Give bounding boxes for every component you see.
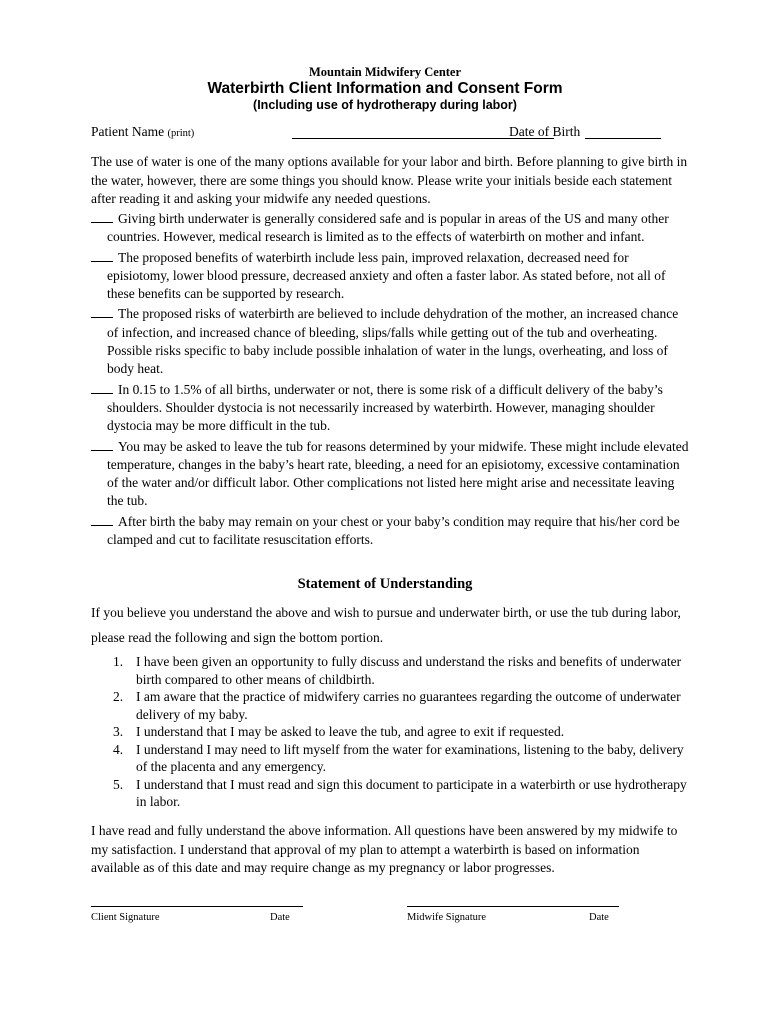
- intro-paragraph: The use of water is one of the many options available for your labor and birth. Before planning to give birth in the water, however, there are some things you should know. Please write your initials beside each statement after reading it and asking your midwife any needed questions.: [91, 154, 688, 206]
- initials-field[interactable]: [91, 317, 113, 318]
- midwife-signature-field[interactable]: [407, 906, 619, 907]
- statement-item: You may be asked to leave the tub for reasons determined by your midwife. These might include elevated temperature, changes in the baby’s heart rate, bleeding, a need for an episiotomy, excessive contamination of the water and/or difficult labor. Other complications not listed here might arise and necessitate leaving the tub.: [91, 438, 691, 511]
- patient-name-label: Patient Name (print): [91, 124, 195, 139]
- understanding-item: 3. I understand that I may be asked to leave the tub, and agree to exit if requested.: [113, 724, 565, 739]
- understanding-intro: If you believe you understand the above and wish to pursue and underwater birth, or use the tub during labor, please read the following and sign the bottom portion.: [91, 605, 681, 645]
- understanding-heading: Statement of Understanding: [297, 576, 473, 592]
- date-of-birth-label: Date of Birth: [509, 124, 581, 139]
- client-date-label: Date: [270, 912, 290, 923]
- statement-item: The proposed risks of waterbirth are believed to include dehydration of the mother, an increased chance of infection, and increased chance of bleeding, slips/falls while getting out of the tub and overheating. Possible risks specific to baby include possible inhalation of water in the lungs, overheating, and loss of body heat.: [91, 305, 691, 378]
- closing-paragraph: I have read and fully understand the above information. All questions have been answered by my midwife to my satisfaction. I understand that approval of my plan to attempt a waterbirth is based on information available as of this date and may require change as my pregnancy or labor progresses.: [91, 823, 678, 875]
- form-title: Waterbirth Client Information and Consent Form: [207, 80, 563, 97]
- form-subtitle: (Including use of hydrotherapy during labor): [253, 98, 517, 112]
- understanding-list: [91, 653, 691, 811]
- midwife-signature-label: Midwife Signature: [407, 912, 487, 923]
- statement-item: Giving birth underwater is generally considered safe and is popular in areas of the US and many other countries. However, medical research is limited as to the effects of waterbirth on mother and infant.: [91, 210, 691, 247]
- statement-item: The proposed benefits of waterbirth include less pain, improved relaxation, decreased need for episiotomy, lower blood pressure, decreased anxiety and often a faster labor. As stated before, not all of these benefits can be supported by research.: [91, 249, 691, 304]
- understanding-item: 1. I have been given an opportunity to fully discuss and understand the risks and benefits of underwater birth compared to other means of childbirth.: [113, 654, 682, 687]
- initials-field[interactable]: [91, 222, 113, 223]
- understanding-item: 4. I understand I may need to lift myself from the water for examinations, listening to the baby, delivery of the placenta and any emergency.: [113, 741, 684, 774]
- initials-field[interactable]: [91, 525, 113, 526]
- statement-item: After birth the baby may remain on your chest or your baby’s condition may require that his/her cord be clamped and cut to facilitate resuscitation efforts.: [91, 513, 691, 550]
- initials-field[interactable]: [91, 393, 113, 394]
- midwife-date-label: Date: [589, 912, 609, 923]
- print-hint: (print): [167, 128, 195, 139]
- client-signature-label: Client Signature: [91, 912, 160, 923]
- initials-field[interactable]: [91, 450, 113, 451]
- statement-item: In 0.15 to 1.5% of all births, underwater or not, there is some risk of a difficult delivery of the baby’s shoulders. Shoulder dystocia is not necessarily increased by waterbirth. However, managing shoulder dystocia may be more difficult in the tub.: [91, 381, 691, 436]
- patient-info-row: [91, 124, 691, 144]
- client-signature-field[interactable]: [91, 906, 303, 907]
- understanding-item: 2. I am aware that the practice of midwifery carries no guarantees regarding the outcome of underwater delivery of my baby.: [113, 689, 681, 722]
- statement-list: [91, 210, 691, 551]
- date-of-birth-field[interactable]: [585, 138, 661, 139]
- understanding-item: 5. I understand that I must read and sign this document to participate in a waterbirth or use hydrotherapy in labor.: [113, 776, 687, 809]
- organization-name: Mountain Midwifery Center: [308, 65, 462, 79]
- initials-field[interactable]: [91, 261, 113, 262]
